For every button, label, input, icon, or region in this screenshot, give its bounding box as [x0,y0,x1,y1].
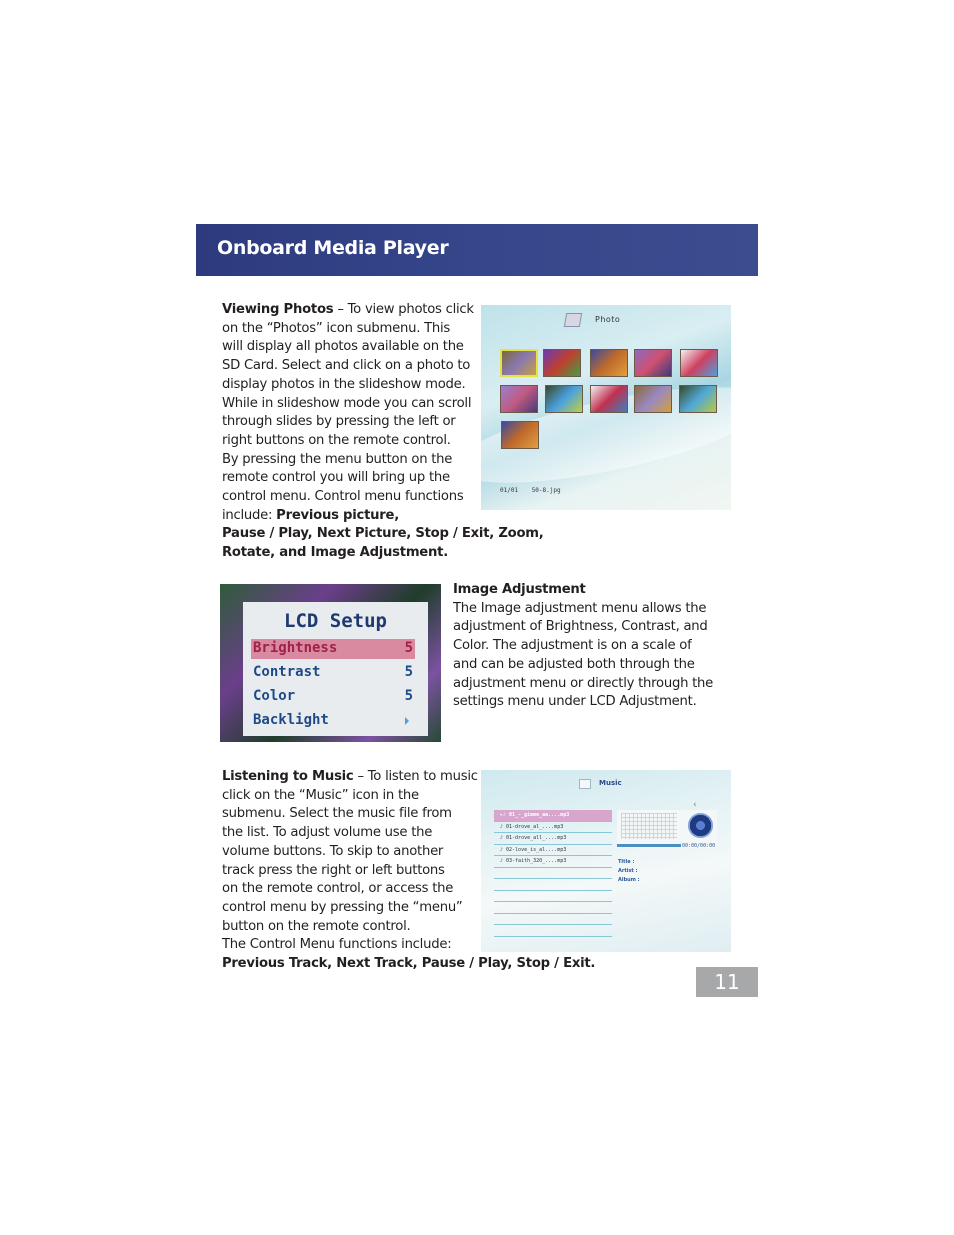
section-title: Onboard Media Player [217,237,449,259]
lcd-setup-menu [243,602,428,736]
artist-label: Artist : [618,868,638,874]
text-line: SD Card. Select and click on a photo to [222,358,471,374]
photo-thumbnail[interactable] [634,349,672,377]
track-list-item[interactable]: ♪ 01-drove_all_....mp3 [494,833,612,845]
viewing-photos-heading: Viewing Photos [222,302,334,317]
text-line: on the remote control, or access the [222,881,454,897]
section-header-banner [196,224,758,276]
photo-screen-title: Photo [595,315,621,324]
text-line: through slides by pressing the left or [222,414,456,430]
text-line: will display all photos available on the [222,339,464,355]
lcd-row-color[interactable] [251,687,415,707]
track-list-item[interactable] [494,891,612,903]
music-screen-title: Music [599,779,622,787]
listening-music-heading: Listening to Music [222,769,354,784]
bold-functions: Previous picture, [276,507,399,523]
photo-browser-screenshot [481,305,731,510]
track-list-item[interactable] [494,868,612,880]
text-line: The Control Menu functions include: [222,937,452,953]
text-line: adjustment menu or directly through the [453,675,714,691]
lcd-row-label: Brightness [253,640,338,656]
photo-footer [500,487,571,494]
text-line: include: [222,507,277,523]
lcd-row-brightness[interactable] [251,639,415,659]
album-label: Album : [618,877,640,883]
lcd-row-label: Color [253,688,296,704]
text-line: volume buttons. To skip to another [222,843,444,859]
lcd-setup-title: LCD Setup [284,610,387,632]
text-line: While in slideshow mode you can scroll [222,395,472,411]
track-list-item[interactable]: ♪ 01-drove_al_....mp3 [494,822,612,834]
text-line: click on the “Music” icon in the [222,787,419,803]
track-list [494,810,612,937]
text-line: right buttons on the remote control. [222,432,451,448]
text-line: remote control you will bring up the [222,470,450,486]
text-line: The Image adjustment menu allows the [453,600,707,616]
text-line: – To listen to music [353,769,478,784]
title-label: Title : [618,859,635,865]
bold-functions: Rotate, and Image Adjustment. [222,545,448,561]
track-list-item[interactable] [494,914,612,926]
lcd-row-label: Contrast [253,664,321,680]
bold-functions: Previous Track, Next Track, Pause / Play, Stop / Exit. [222,956,596,972]
track-time: 00:00/00:00 [682,843,716,849]
text-line: and can be adjusted both through the [453,656,695,672]
photo-thumbnail[interactable] [680,349,718,377]
photo-thumbnail[interactable] [590,385,628,413]
photo-filename: 50-8.jpg [531,487,561,494]
photo-thumbnail[interactable] [679,385,717,413]
lcd-row-label: Backlight [253,712,329,728]
track-list-item[interactable]: ▸♪ 01_-_gimme_aa....mp3 [494,810,612,822]
spectrum-grid [621,813,677,839]
text-line: track press the right or left buttons [222,862,445,878]
lcd-row-value: 5 [404,664,413,680]
text-line: the list. To adjust volume use the [222,825,433,841]
lcd-row-contrast[interactable] [251,663,415,683]
lcd-row-value: 5 [404,688,413,704]
image-adjustment-heading: Image Adjustment [453,582,586,597]
track-list-item[interactable]: ♪ 03-faith_320_....mp3 [494,856,612,868]
disc-icon [688,813,713,838]
text-line: button on the remote control. [222,918,411,934]
text-line: adjustment of Brightness, Contrast, and [453,619,708,635]
chevron-right-icon [405,717,409,725]
page-number: 11 [696,967,758,997]
lcd-row-backlight[interactable] [251,711,415,731]
text-line: By pressing the menu button on the [222,451,453,467]
text-line: control menu by pressing the “menu” [222,899,463,915]
track-list-item[interactable]: ♪ 02-love_is_al....mp3 [494,845,612,857]
photo-thumbnail[interactable] [634,385,672,413]
track-list-item[interactable] [494,879,612,891]
text-line: submenu. Select the music file from [222,806,452,822]
image-adjustment-paragraph [453,581,743,712]
photo-thumbnail[interactable] [543,349,581,377]
back-icon[interactable]: ‹ [693,800,697,810]
photo-thumbnail[interactable] [545,385,583,413]
text-line: – To view photos click [333,302,474,317]
text-line: control menu. Control menu functions [222,489,464,505]
bold-functions: Pause / Play, Next Picture, Stop / Exit, Zoom, [222,526,544,542]
text-line: Color. The adjustment is on a scale of [453,638,692,654]
text-line: settings menu under LCD Adjustment. [453,694,697,710]
track-list-item[interactable] [494,902,612,914]
lcd-row-value: 5 [404,640,413,656]
progress-bar[interactable] [617,844,681,847]
text-line: display photos in the slideshow mode. [222,376,466,392]
lcd-setup-screenshot [220,584,441,742]
photo-index: 01/01 [500,487,519,494]
text-line: on the “Photos” icon submenu. This [222,320,451,336]
photo-icon [564,313,582,327]
photo-thumbnail[interactable] [500,349,538,377]
photo-thumbnail[interactable] [590,349,628,377]
music-icon [579,779,591,789]
photo-thumbnail[interactable] [500,385,538,413]
track-list-item[interactable] [494,925,612,937]
music-player-screenshot [481,770,731,952]
photo-thumbnail[interactable] [501,421,539,449]
